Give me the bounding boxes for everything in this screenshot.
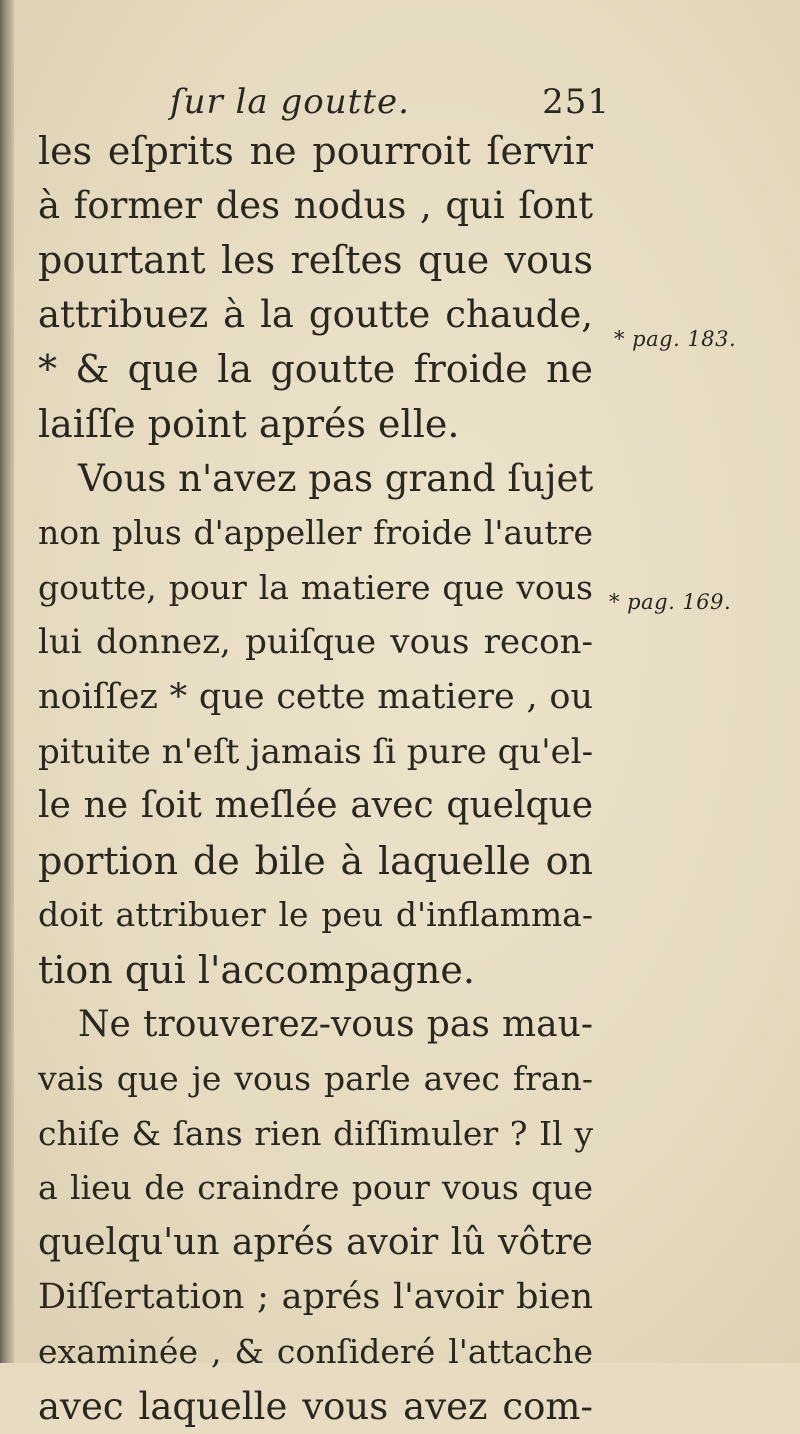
text-line: examinée , & conſideré l'attache bbox=[38, 1332, 593, 1372]
text-line: à former des nodus , qui ſont bbox=[38, 183, 593, 227]
text-line: chiſe & ſans rien diſſimuler ? Il y bbox=[38, 1113, 593, 1153]
text-line: tion qui l'accompagne. bbox=[38, 947, 475, 992]
text-line: avec laquelle vous avez com- bbox=[38, 1384, 593, 1428]
text-line: noiſſez * que cette matiere , ou bbox=[38, 676, 593, 717]
text-line: lui donnez, puiſque vous recon- bbox=[38, 622, 593, 663]
text-line: vais que je vous parle avec fran- bbox=[38, 1059, 593, 1099]
text-line: portion de bile à laquelle on bbox=[38, 838, 593, 883]
page-header bbox=[170, 82, 610, 126]
text-line: goutte, pour la matiere que vous bbox=[38, 567, 593, 607]
text-line: Ne trouverez-vous pas mau- bbox=[78, 1003, 593, 1045]
body-text bbox=[38, 124, 593, 1434]
text-line: pourtant les reſtes que vous bbox=[38, 238, 593, 283]
text-line: doit attribuer le peu d'inflamma- bbox=[38, 895, 593, 935]
text-line: non plus d'appeller froide l'autre bbox=[38, 513, 593, 553]
running-title: ſur la goutte. bbox=[170, 82, 410, 122]
page-binding-edge bbox=[0, 0, 14, 1363]
margin-note-reference: * pag. 183. bbox=[614, 327, 737, 351]
text-line: * & que la goutte froide ne bbox=[38, 347, 593, 392]
text-line: Vous n'avez pas grand ſujet bbox=[78, 456, 593, 500]
text-line: a lieu de craindre pour vous que bbox=[38, 1168, 593, 1208]
text-line: pituite n'eſt jamais ſi pure qu'el- bbox=[38, 731, 593, 772]
text-line: quelqu'un aprés avoir lû vôtre bbox=[38, 1221, 593, 1263]
margin-note-reference: * pag. 169. bbox=[609, 590, 732, 614]
text-line: le ne ſoit meſlée avec quelque bbox=[38, 785, 593, 827]
text-line: Diſſertation ; aprés l'avoir bien bbox=[38, 1277, 593, 1318]
text-line: les eſprits ne pourroit ſervir bbox=[38, 129, 593, 173]
text-line: attribuez à la goutte chaude, bbox=[38, 292, 593, 336]
text-line: laiſſe point aprés elle. bbox=[38, 401, 460, 446]
page-number: 251 bbox=[542, 82, 610, 122]
